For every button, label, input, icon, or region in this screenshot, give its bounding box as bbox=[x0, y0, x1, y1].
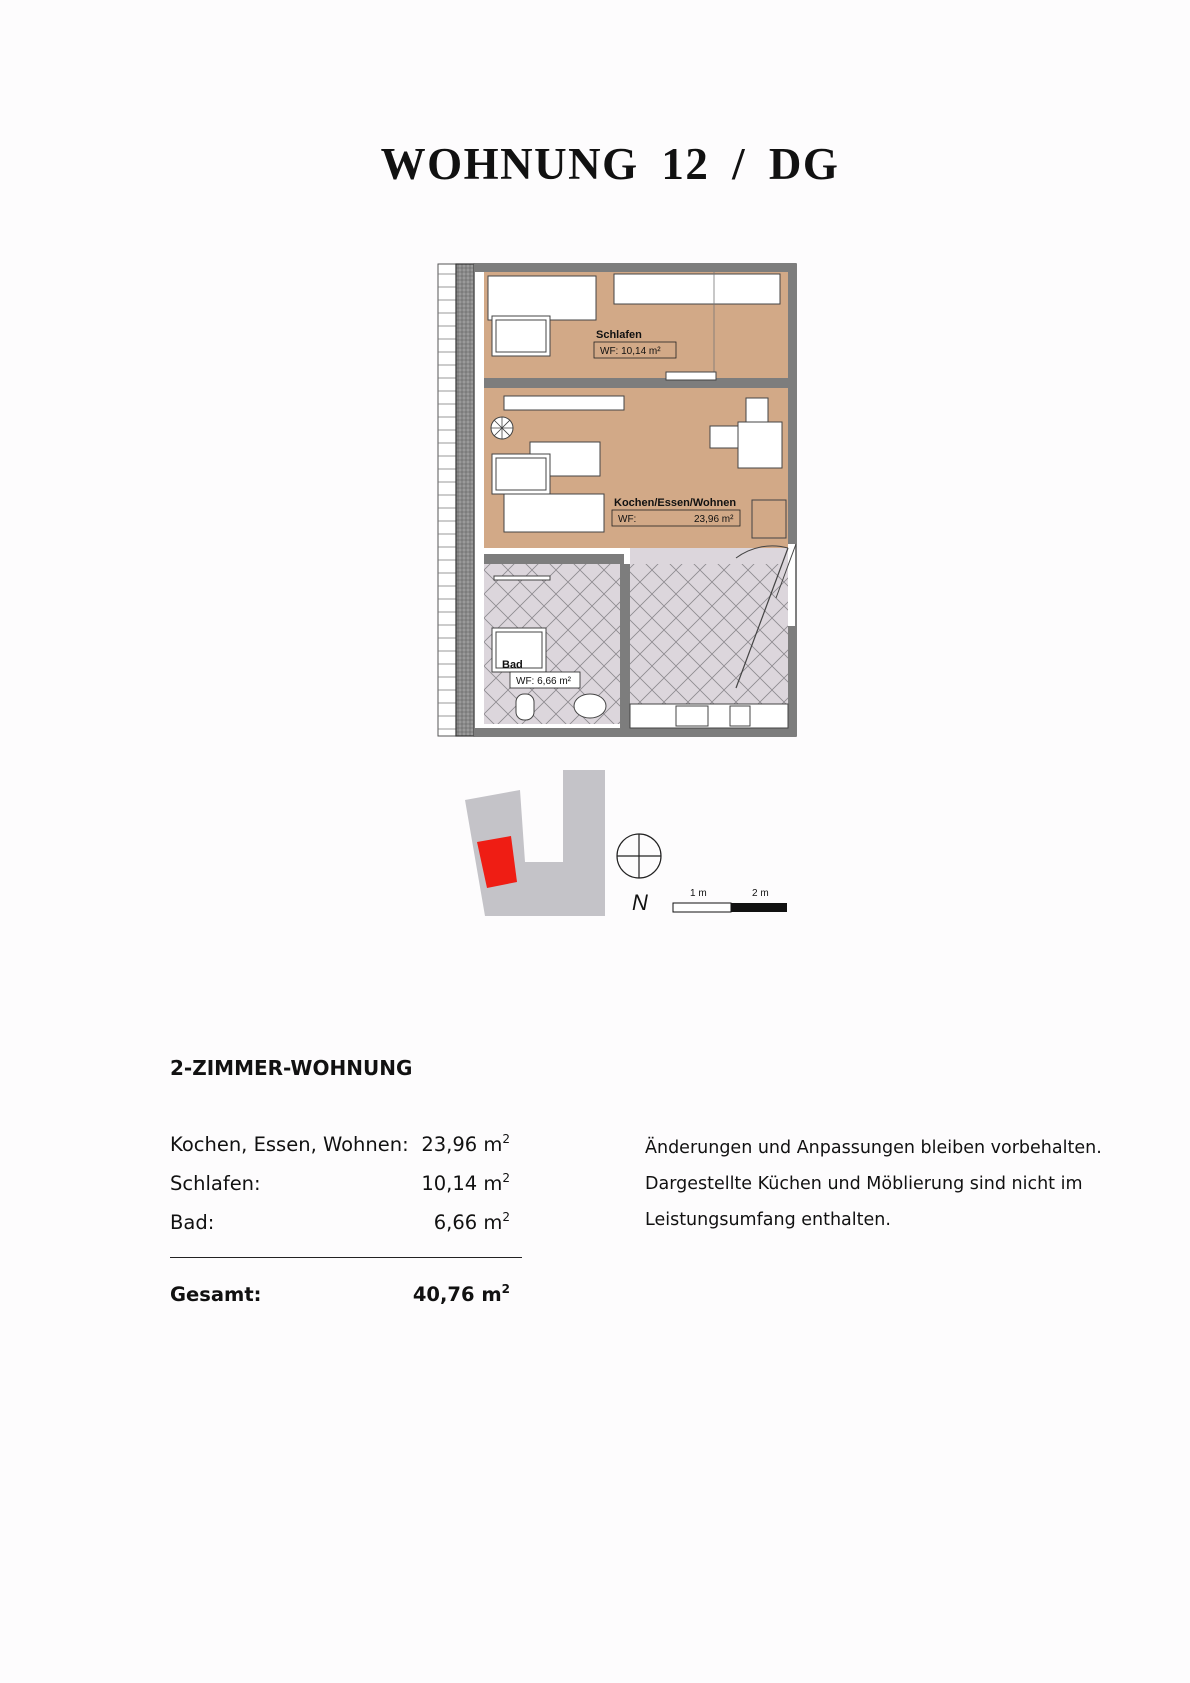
compass-north-label: N bbox=[632, 890, 648, 915]
svg-text:Schlafen: Schlafen bbox=[596, 329, 642, 341]
svg-text:Bad: Bad bbox=[502, 659, 523, 671]
entry-area bbox=[630, 564, 788, 704]
svg-text:Kochen/Essen/Wohnen: Kochen/Essen/Wohnen bbox=[614, 497, 737, 509]
kitchen-counter bbox=[630, 704, 788, 728]
area-row: Schlafen: 10,14 $m^2$ bbox=[170, 1171, 510, 1195]
site-plan bbox=[465, 770, 615, 916]
svg-text:WF: 10,14 m²: WF: 10,14 m² bbox=[600, 346, 661, 357]
total-row: Gesamt: 40,76 $m^2$ bbox=[170, 1282, 510, 1306]
exterior-wall bbox=[456, 264, 474, 736]
summary-heading: 2-ZIMMER-WOHNUNG bbox=[170, 1056, 413, 1080]
plant-icon bbox=[491, 417, 513, 439]
compass-icon bbox=[614, 832, 664, 916]
svg-text:23,96 m²: 23,96 m² bbox=[694, 514, 734, 525]
disclaimer-note: Änderungen und Anpassungen bleiben vorbehalten. Dargestellte Küchen und Möblierung sind nicht im Leistungsumfang enthalten. bbox=[645, 1138, 1102, 1230]
area-row: Bad: 6,66 $m^2$ bbox=[170, 1210, 510, 1234]
svg-text:WF: 6,66 m²: WF: 6,66 m² bbox=[516, 676, 572, 687]
svg-text:WF:: WF: bbox=[618, 514, 637, 525]
page-title: WOHNUNG 12 / DG bbox=[380, 139, 840, 189]
balcony-railing bbox=[438, 264, 456, 736]
area-row: Kochen, Essen, Wohnen: 23,96 $m^2$ bbox=[170, 1132, 510, 1156]
divider-line bbox=[170, 1257, 522, 1258]
svg-text:1 m: 1 m bbox=[690, 888, 707, 899]
floor-plan bbox=[436, 258, 802, 742]
svg-text:2 m: 2 m bbox=[752, 888, 769, 899]
scale-bar bbox=[668, 885, 790, 915]
